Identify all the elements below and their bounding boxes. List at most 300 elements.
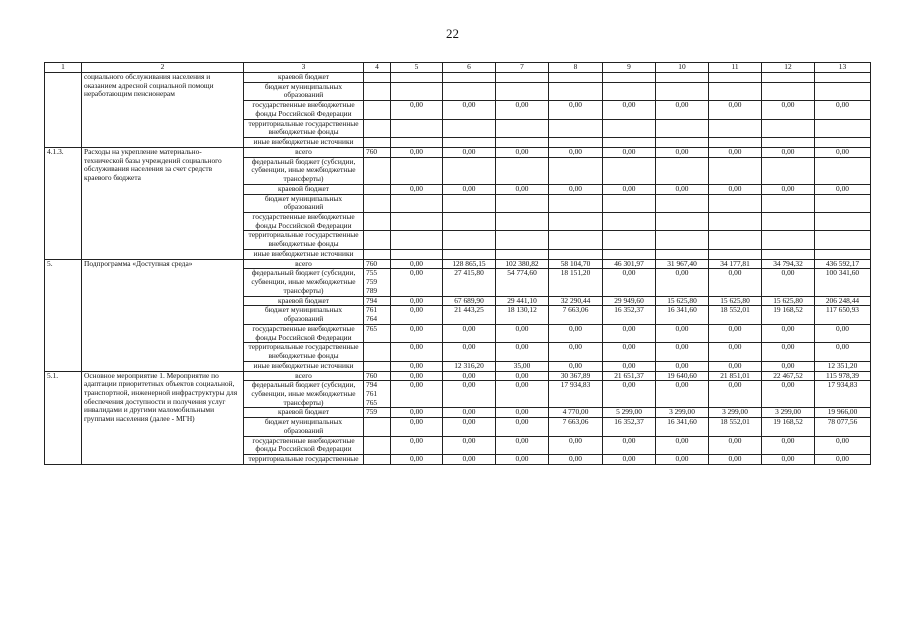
amount-cell: 0,00: [496, 184, 549, 194]
amount-cell: [443, 82, 496, 100]
amount-cell: [443, 73, 496, 83]
amount-cell: [603, 157, 656, 184]
amount-cell: [443, 157, 496, 184]
amount-cell: [815, 157, 871, 184]
amount-cell: [391, 82, 443, 100]
budget-code: [364, 249, 391, 259]
amount-cell: 0,00: [391, 184, 443, 194]
amount-cell: 0,00: [443, 147, 496, 157]
amount-cell: 0,00: [443, 436, 496, 454]
amount-cell: [762, 82, 815, 100]
amount-cell: [496, 194, 549, 212]
budget-code: [364, 194, 391, 212]
amount-cell: 0,00: [656, 324, 709, 342]
amount-cell: 54 774,60: [496, 269, 549, 296]
budget-code: 755 759 789: [364, 269, 391, 296]
amount-cell: 0,00: [603, 361, 656, 371]
amount-cell: [549, 73, 603, 83]
amount-cell: 117 650,93: [815, 306, 871, 324]
amount-cell: [391, 231, 443, 249]
amount-cell: 0,00: [815, 101, 871, 119]
amount-cell: [391, 138, 443, 148]
budget-code: [364, 231, 391, 249]
amount-cell: [656, 138, 709, 148]
amount-cell: 0,00: [391, 101, 443, 119]
item-code: 5.1.: [45, 371, 82, 464]
amount-cell: 21 443,25: [443, 306, 496, 324]
amount-cell: 16 341,60: [656, 306, 709, 324]
funding-source: федеральный бюджет (субсидии, субвенции, иные межбюджетные трансферты): [244, 157, 364, 184]
amount-cell: 0,00: [549, 147, 603, 157]
amount-cell: 0,00: [496, 101, 549, 119]
funding-source: краевой бюджет: [244, 408, 364, 418]
amount-cell: [815, 213, 871, 231]
amount-cell: 0,00: [815, 184, 871, 194]
amount-cell: [603, 194, 656, 212]
amount-cell: 0,00: [762, 361, 815, 371]
amount-cell: 0,00: [443, 418, 496, 436]
amount-cell: [815, 231, 871, 249]
amount-cell: 0,00: [443, 101, 496, 119]
budget-code: [364, 82, 391, 100]
amount-cell: 18 151,20: [549, 269, 603, 296]
table-row: [45, 147, 871, 157]
item-name: Расходы на укрепление материально-технической базы учреждений социального обслуживания населения за счет средств краевого бюджета: [82, 147, 244, 259]
column-header: 5: [391, 63, 443, 73]
amount-cell: 0,00: [443, 408, 496, 418]
item-code: 5.: [45, 259, 82, 371]
amount-cell: 17 934,83: [815, 381, 871, 408]
amount-cell: [815, 73, 871, 83]
amount-cell: 0,00: [762, 269, 815, 296]
amount-cell: 0,00: [709, 324, 762, 342]
amount-cell: 31 967,40: [656, 259, 709, 269]
amount-cell: [709, 138, 762, 148]
funding-source: краевой бюджет: [244, 73, 364, 83]
amount-cell: 0,00: [656, 269, 709, 296]
funding-source: государственные внебюджетные фонды Российской Федерации: [244, 324, 364, 342]
amount-cell: [549, 119, 603, 137]
amount-cell: 0,00: [709, 455, 762, 465]
column-header: 7: [496, 63, 549, 73]
amount-cell: 0,00: [391, 269, 443, 296]
header-row: [45, 63, 871, 73]
amount-cell: 0,00: [709, 361, 762, 371]
amount-cell: 15 625,80: [709, 296, 762, 306]
amount-cell: [656, 119, 709, 137]
budget-code: 761 764: [364, 306, 391, 324]
amount-cell: 0,00: [443, 324, 496, 342]
amount-cell: 206 248,44: [815, 296, 871, 306]
amount-cell: 0,00: [391, 418, 443, 436]
amount-cell: 16 341,60: [656, 418, 709, 436]
amount-cell: 0,00: [603, 269, 656, 296]
funding-source: территориальные государственные внебюджетные фонды: [244, 343, 364, 361]
amount-cell: [656, 249, 709, 259]
amount-cell: 0,00: [709, 343, 762, 361]
table-body: [45, 73, 871, 465]
budget-code: [364, 418, 391, 436]
amount-cell: 0,00: [815, 324, 871, 342]
amount-cell: [709, 73, 762, 83]
amount-cell: 15 625,80: [656, 296, 709, 306]
amount-cell: 12 316,20: [443, 361, 496, 371]
amount-cell: [549, 157, 603, 184]
budget-code: [364, 343, 391, 361]
column-header: 10: [656, 63, 709, 73]
amount-cell: [603, 249, 656, 259]
amount-cell: 0,00: [496, 436, 549, 454]
amount-cell: 4 770,00: [549, 408, 603, 418]
amount-cell: [709, 231, 762, 249]
amount-cell: [391, 249, 443, 259]
item-code: 4.1.3.: [45, 147, 82, 259]
amount-cell: 0,00: [549, 324, 603, 342]
amount-cell: 0,00: [496, 408, 549, 418]
amount-cell: 0,00: [709, 269, 762, 296]
amount-cell: 7 663,06: [549, 418, 603, 436]
amount-cell: 0,00: [391, 436, 443, 454]
budget-code: [364, 101, 391, 119]
amount-cell: 35,00: [496, 361, 549, 371]
funding-source: иные внебюджетные источники: [244, 138, 364, 148]
amount-cell: 0,00: [709, 101, 762, 119]
amount-cell: 3 299,00: [709, 408, 762, 418]
column-header: 4: [364, 63, 391, 73]
amount-cell: 21 851,01: [709, 371, 762, 381]
amount-cell: [762, 138, 815, 148]
budget-code: [364, 73, 391, 83]
amount-cell: [762, 194, 815, 212]
amount-cell: 0,00: [391, 371, 443, 381]
amount-cell: 0,00: [656, 455, 709, 465]
amount-cell: 7 663,06: [549, 306, 603, 324]
amount-cell: 18 130,12: [496, 306, 549, 324]
amount-cell: 0,00: [496, 324, 549, 342]
amount-cell: [656, 157, 709, 184]
amount-cell: [391, 213, 443, 231]
amount-cell: 12 351,20: [815, 361, 871, 371]
page-number: 22: [446, 26, 459, 41]
column-header: 2: [82, 63, 244, 73]
amount-cell: [603, 82, 656, 100]
amount-cell: [815, 194, 871, 212]
amount-cell: 100 341,60: [815, 269, 871, 296]
amount-cell: 29 949,60: [603, 296, 656, 306]
amount-cell: 30 367,89: [549, 371, 603, 381]
amount-cell: 19 168,52: [762, 306, 815, 324]
amount-cell: [762, 249, 815, 259]
amount-cell: [656, 194, 709, 212]
amount-cell: 0,00: [603, 381, 656, 408]
amount-cell: 0,00: [443, 343, 496, 361]
budget-code: 794: [364, 296, 391, 306]
amount-cell: [549, 231, 603, 249]
amount-cell: [656, 82, 709, 100]
amount-cell: 0,00: [603, 184, 656, 194]
amount-cell: 32 290,44: [549, 296, 603, 306]
amount-cell: [762, 213, 815, 231]
amount-cell: 436 592,17: [815, 259, 871, 269]
funding-source: государственные внебюджетные фонды Российской Федерации: [244, 436, 364, 454]
column-header: 9: [603, 63, 656, 73]
amount-cell: 0,00: [603, 324, 656, 342]
amount-cell: 115 978,39: [815, 371, 871, 381]
amount-cell: [603, 138, 656, 148]
amount-cell: [656, 73, 709, 83]
budget-code: 760: [364, 259, 391, 269]
budget-code: [364, 455, 391, 465]
budget-code: [364, 157, 391, 184]
table-row: [45, 73, 871, 83]
column-header: 12: [762, 63, 815, 73]
amount-cell: 19 168,52: [762, 418, 815, 436]
amount-cell: 0,00: [709, 184, 762, 194]
amount-cell: 0,00: [656, 101, 709, 119]
amount-cell: 67 689,90: [443, 296, 496, 306]
item-name: социального обслуживания населения и оказанием адресной социальной помощи неработающим пенсионерам: [82, 73, 244, 148]
amount-cell: 0,00: [656, 381, 709, 408]
amount-cell: 0,00: [549, 101, 603, 119]
amount-cell: 0,00: [603, 436, 656, 454]
amount-cell: 0,00: [762, 324, 815, 342]
amount-cell: [443, 119, 496, 137]
amount-cell: 0,00: [391, 324, 443, 342]
amount-cell: 0,00: [815, 343, 871, 361]
item-name: Основное мероприятие 1. Мероприятие по адаптации приоритетных объектов социальной, транспортной, инженерной инфраструктуры для обеспечения доступности и получения услуг инвалидами и другими маломобильными группами населения (далее - МГН): [82, 371, 244, 464]
amount-cell: 19 640,60: [656, 371, 709, 381]
amount-cell: 0,00: [391, 259, 443, 269]
amount-cell: 0,00: [391, 361, 443, 371]
funding-source: всего: [244, 259, 364, 269]
budget-code: [364, 119, 391, 137]
amount-cell: [603, 231, 656, 249]
amount-cell: 0,00: [391, 381, 443, 408]
amount-cell: [496, 82, 549, 100]
amount-cell: 0,00: [549, 455, 603, 465]
amount-cell: [709, 82, 762, 100]
funding-source: территориальные государственные внебюджетные фонды: [244, 231, 364, 249]
budget-code: [364, 213, 391, 231]
budget-code: [364, 138, 391, 148]
amount-cell: 17 934,83: [549, 381, 603, 408]
amount-cell: [815, 138, 871, 148]
funding-source: государственные внебюджетные фонды Российской Федерации: [244, 101, 364, 119]
budget-code: 794 761 765: [364, 381, 391, 408]
amount-cell: 0,00: [496, 418, 549, 436]
amount-cell: [762, 73, 815, 83]
item-code: [45, 73, 82, 148]
amount-cell: 0,00: [656, 436, 709, 454]
amount-cell: [496, 73, 549, 83]
amount-cell: 0,00: [656, 147, 709, 157]
amount-cell: 0,00: [709, 381, 762, 408]
funding-source: краевой бюджет: [244, 296, 364, 306]
amount-cell: 18 552,01: [709, 306, 762, 324]
budget-code: 760: [364, 371, 391, 381]
amount-cell: 18 552,01: [709, 418, 762, 436]
funding-source: краевой бюджет: [244, 184, 364, 194]
amount-cell: [549, 82, 603, 100]
amount-cell: [603, 119, 656, 137]
amount-cell: [656, 213, 709, 231]
budget-code: 759: [364, 408, 391, 418]
amount-cell: [496, 249, 549, 259]
amount-cell: 0,00: [762, 101, 815, 119]
amount-cell: 0,00: [762, 147, 815, 157]
amount-cell: 0,00: [656, 343, 709, 361]
amount-cell: [496, 119, 549, 137]
amount-cell: 22 467,52: [762, 371, 815, 381]
amount-cell: 0,00: [762, 455, 815, 465]
column-header: 6: [443, 63, 496, 73]
amount-cell: [709, 213, 762, 231]
amount-cell: 5 299,00: [603, 408, 656, 418]
amount-cell: [656, 231, 709, 249]
amount-cell: 0,00: [443, 381, 496, 408]
amount-cell: [709, 249, 762, 259]
amount-cell: 102 380,82: [496, 259, 549, 269]
amount-cell: 34 794,32: [762, 259, 815, 269]
amount-cell: [443, 138, 496, 148]
amount-cell: [549, 213, 603, 231]
table-row: [45, 259, 871, 269]
funding-source: территориальные государственные: [244, 455, 364, 465]
funding-source: всего: [244, 147, 364, 157]
funding-source: территориальные государственные внебюджетные фонды: [244, 119, 364, 137]
amount-cell: 0,00: [391, 306, 443, 324]
amount-cell: [549, 194, 603, 212]
amount-cell: 0,00: [391, 455, 443, 465]
funding-source: иные внебюджетные источники: [244, 361, 364, 371]
amount-cell: [762, 157, 815, 184]
amount-cell: 0,00: [391, 408, 443, 418]
amount-cell: [603, 73, 656, 83]
amount-cell: [815, 82, 871, 100]
amount-cell: 34 177,81: [709, 259, 762, 269]
amount-cell: [443, 194, 496, 212]
amount-cell: [549, 138, 603, 148]
budget-table: [44, 62, 871, 465]
funding-source: всего: [244, 371, 364, 381]
amount-cell: [496, 213, 549, 231]
amount-cell: 0,00: [496, 455, 549, 465]
amount-cell: 0,00: [603, 343, 656, 361]
amount-cell: 0,00: [549, 436, 603, 454]
amount-cell: 29 441,10: [496, 296, 549, 306]
amount-cell: 19 966,00: [815, 408, 871, 418]
amount-cell: 0,00: [549, 343, 603, 361]
amount-cell: [496, 157, 549, 184]
amount-cell: 27 415,80: [443, 269, 496, 296]
column-header: 3: [244, 63, 364, 73]
amount-cell: 0,00: [549, 361, 603, 371]
amount-cell: [709, 157, 762, 184]
amount-cell: 128 865,15: [443, 259, 496, 269]
amount-cell: 0,00: [656, 184, 709, 194]
amount-cell: 16 352,37: [603, 418, 656, 436]
amount-cell: 15 625,80: [762, 296, 815, 306]
amount-cell: [443, 213, 496, 231]
amount-cell: [443, 249, 496, 259]
amount-cell: 0,00: [709, 436, 762, 454]
amount-cell: 0,00: [443, 455, 496, 465]
table-row: [45, 371, 871, 381]
amount-cell: 0,00: [549, 184, 603, 194]
amount-cell: 0,00: [762, 184, 815, 194]
amount-cell: 0,00: [496, 381, 549, 408]
amount-cell: 0,00: [391, 147, 443, 157]
budget-code: [364, 184, 391, 194]
amount-cell: 58 104,70: [549, 259, 603, 269]
amount-cell: [709, 194, 762, 212]
amount-cell: [762, 119, 815, 137]
amount-cell: [549, 249, 603, 259]
amount-cell: [603, 213, 656, 231]
amount-cell: 0,00: [815, 436, 871, 454]
amount-cell: [762, 231, 815, 249]
amount-cell: 0,00: [603, 147, 656, 157]
amount-cell: 0,00: [656, 361, 709, 371]
amount-cell: 0,00: [391, 296, 443, 306]
budget-code: [364, 361, 391, 371]
amount-cell: [391, 119, 443, 137]
amount-cell: 3 299,00: [762, 408, 815, 418]
funding-source: иные внебюджетные источники: [244, 249, 364, 259]
amount-cell: 0,00: [496, 371, 549, 381]
amount-cell: 0,00: [762, 436, 815, 454]
amount-cell: 0,00: [496, 343, 549, 361]
funding-source: государственные внебюджетные фонды Российской Федерации: [244, 213, 364, 231]
item-name: Подпрограмма «Доступная среда»: [82, 259, 244, 371]
column-header: 1: [45, 63, 82, 73]
amount-cell: 0,00: [815, 455, 871, 465]
amount-cell: 0,00: [443, 184, 496, 194]
amount-cell: [709, 119, 762, 137]
amount-cell: 0,00: [443, 371, 496, 381]
budget-code: [364, 436, 391, 454]
column-header: 13: [815, 63, 871, 73]
funding-source: федеральный бюджет (субсидии, субвенции, иные межбюджетные трансферты): [244, 381, 364, 408]
amount-cell: [815, 249, 871, 259]
amount-cell: 46 301,97: [603, 259, 656, 269]
amount-cell: 0,00: [603, 101, 656, 119]
amount-cell: 3 299,00: [656, 408, 709, 418]
amount-cell: 21 651,37: [603, 371, 656, 381]
budget-code: 760: [364, 147, 391, 157]
amount-cell: [391, 157, 443, 184]
column-header: 11: [709, 63, 762, 73]
amount-cell: [443, 231, 496, 249]
funding-source: бюджет муниципальных образований: [244, 418, 364, 436]
amount-cell: 0,00: [762, 343, 815, 361]
amount-cell: 0,00: [496, 147, 549, 157]
funding-source: бюджет муниципальных образований: [244, 82, 364, 100]
amount-cell: [815, 119, 871, 137]
amount-cell: 0,00: [762, 381, 815, 408]
amount-cell: [496, 138, 549, 148]
amount-cell: [391, 73, 443, 83]
funding-source: бюджет муниципальных образований: [244, 194, 364, 212]
amount-cell: [391, 194, 443, 212]
budget-code: 765: [364, 324, 391, 342]
funding-source: федеральный бюджет (субсидии, субвенции, иные межбюджетные трансферты): [244, 269, 364, 296]
funding-source: бюджет муниципальных образований: [244, 306, 364, 324]
amount-cell: 0,00: [815, 147, 871, 157]
amount-cell: 0,00: [391, 343, 443, 361]
amount-cell: 0,00: [603, 455, 656, 465]
amount-cell: 78 077,56: [815, 418, 871, 436]
